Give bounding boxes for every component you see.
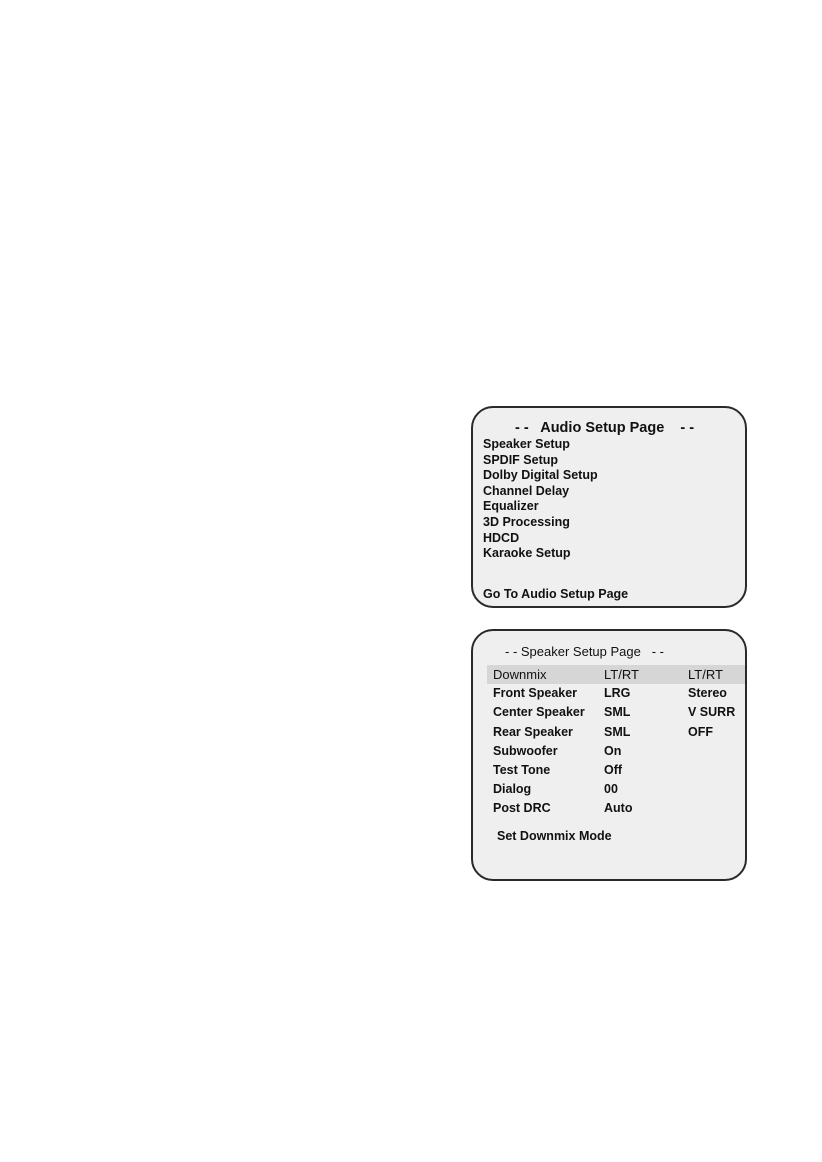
audio-setup-screen [471, 406, 747, 608]
setting-value: SML [604, 705, 631, 720]
setting-option[interactable]: V SURR [688, 705, 736, 720]
speaker-setup-screen [471, 629, 747, 881]
setting-row-test-tone[interactable] [487, 761, 745, 780]
audio-setup-title: - - Audio Setup Page - - [515, 420, 695, 436]
setting-label: Subwoofer [493, 743, 558, 758]
setting-row-subwoofer[interactable] [487, 742, 745, 761]
menu-item-hdcd[interactable]: HDCD [483, 530, 520, 545]
menu-item-3d-processing[interactable]: 3D Processing [483, 514, 570, 529]
setting-option[interactable]: LT/RT [688, 667, 723, 682]
setting-row-post-drc[interactable] [487, 799, 745, 818]
setting-value: On [604, 743, 622, 758]
menu-item-karaoke-setup[interactable]: Karaoke Setup [483, 546, 571, 561]
setting-row-front-speaker[interactable] [487, 684, 745, 703]
setting-value: Auto [604, 801, 633, 816]
menu-item-dolby-digital-setup[interactable]: Dolby Digital Setup [483, 468, 598, 483]
setting-row-center-speaker[interactable] [487, 703, 745, 722]
speaker-setup-title: - - Speaker Setup Page - - [505, 644, 664, 659]
setting-option[interactable]: OFF [688, 724, 713, 739]
setting-label: Rear Speaker [493, 724, 573, 739]
speaker-setup-rows [487, 665, 745, 819]
setting-label: Downmix [493, 667, 547, 682]
setting-label: Dialog [493, 782, 532, 797]
setting-value: LRG [604, 686, 631, 701]
audio-setup-menu [483, 437, 598, 562]
setting-value: Off [604, 762, 623, 777]
menu-item-equalizer[interactable]: Equalizer [483, 499, 539, 514]
setting-value: 00 [604, 782, 618, 797]
setting-row-rear-speaker[interactable] [487, 723, 745, 742]
setting-label: Front Speaker [493, 686, 578, 701]
setting-label: Center Speaker [493, 705, 585, 720]
setting-option[interactable]: Stereo [688, 686, 727, 701]
menu-item-channel-delay[interactable]: Channel Delay [483, 483, 570, 498]
audio-setup-hint: Go To Audio Setup Page [483, 587, 629, 601]
setting-value: SML [604, 724, 631, 739]
speaker-setup-hint: Set Downmix Mode [497, 829, 612, 843]
setting-label: Post DRC [493, 801, 551, 816]
setting-label: Test Tone [493, 762, 551, 777]
setting-row-downmix[interactable] [487, 665, 745, 684]
setting-value: LT/RT [604, 667, 639, 682]
setting-row-dialog[interactable] [487, 780, 745, 799]
menu-item-speaker-setup[interactable]: Speaker Setup [483, 437, 570, 451]
menu-item-spdif-setup[interactable]: SPDIF Setup [483, 452, 559, 467]
